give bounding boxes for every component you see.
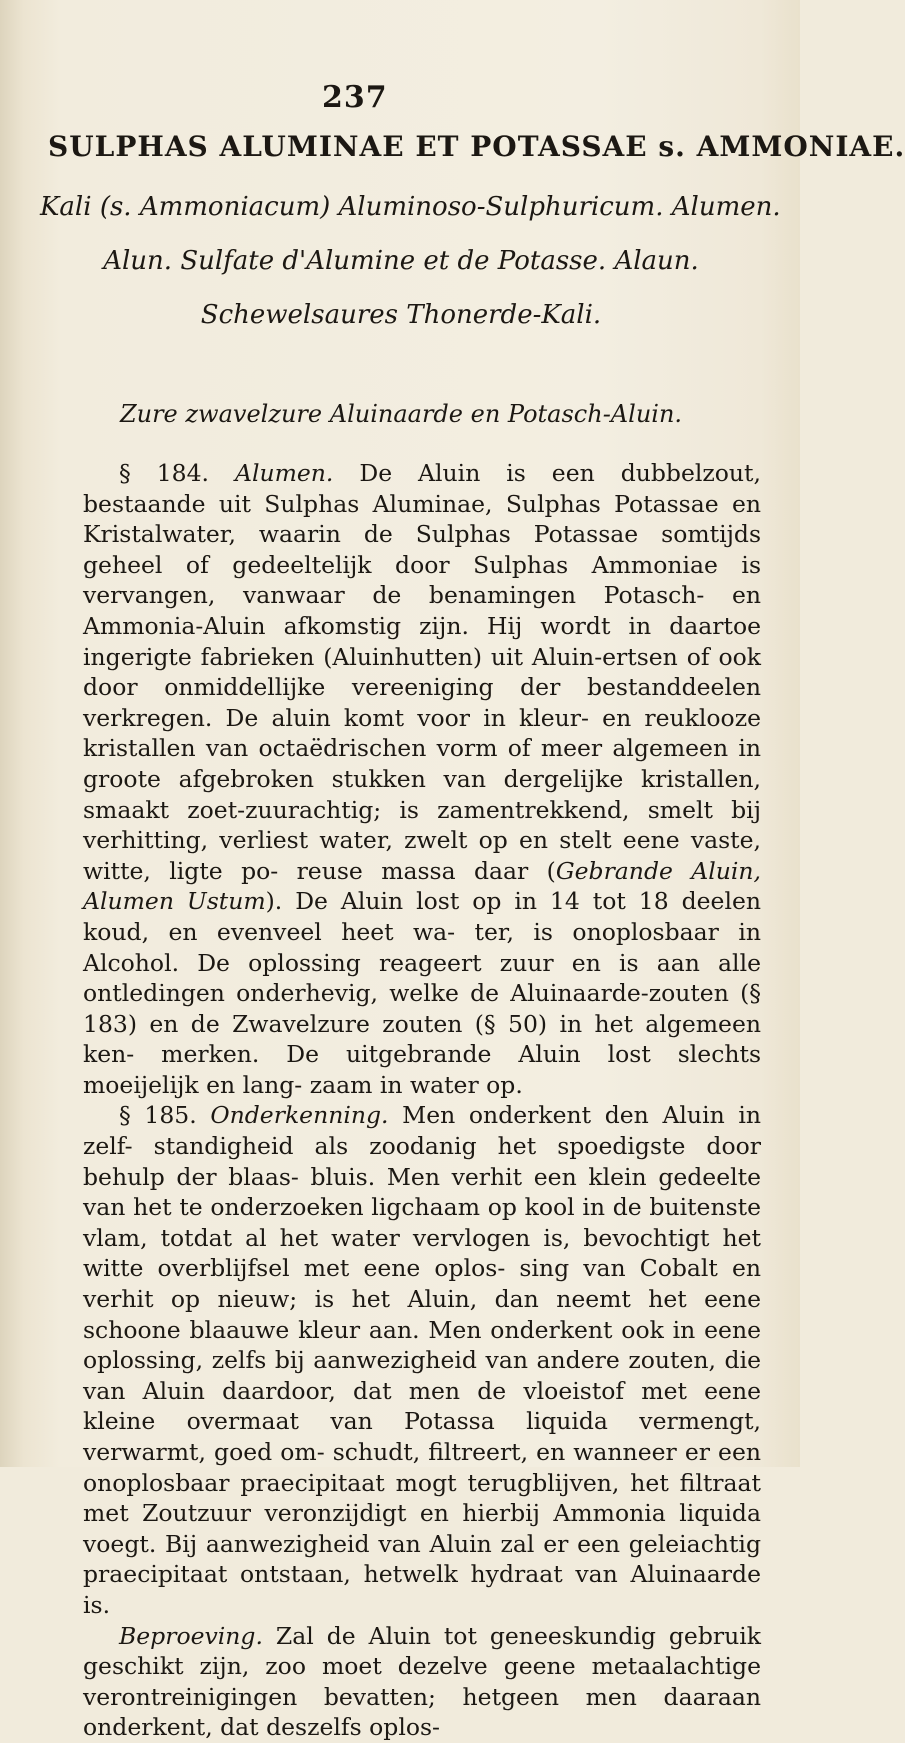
section-text: Zal de Aluin tot geneeskundig gebruik geschikt zijn, zoo moet dezelve geene metaalachtige verontreinigingen bevatten; hetgeen men daaraan onderkent, dat deszelfs oplos-: [83, 1621, 761, 1742]
section-beproeving: [83, 1621, 761, 1743]
synonym-list: [40, 180, 781, 342]
section-text: Men onderkent den Aluin in zelf- standigheid als zoodanig het spoedigste door behulp der blaas- bluis. Men verhit een klein gedeelte van het te onderzoeken ligchaam op kool in de buitenste vlam, totdat al het water vervlogen is, bevochtigt het witte overblijfsel met eene oplos- sing van Cobalt en verhit op nieuw; is het Aluin, dan neemt het eene schoone blaauwe kleur aan. Men onderkent ook in eene oplossing, zelfs bij aanwezigheid van andere zouten, die van Aluin daardoor, dat men de vloeistof met eene kleine overmaat van Potassa liquida vermengt, verwarmt, goed om- schudt, filtreert, en wanneer er een onoplosbaar praecipitaat mogt terugblijven, het filtraat met Zoutzuur veronzijdigt en hierbij Ammonia liquida voegt. Bij aanwezigheid van Aluin zal er een geleiachtig praecipitaat ontstaan, hetwelk hydraat van Aluinaarde is.: [83, 1101, 762, 1619]
page-title: SULPHAS ALUMINAE ET POTASSAE s. AMMONIAE.: [48, 130, 905, 163]
synonym-line: Schewelsaures Thonerde-Kali.: [200, 300, 602, 330]
dutch-name: Zure zwavelzure Aluinaarde en Potasch-Aluin.: [119, 400, 683, 428]
section-text: De Aluin is een dubbelzout, bestaande uit Sulphas Aluminae, Sulphas Potassae en Kristalwater, waarin de Sulphas Potassae somtijds geheel of gedeeltelijk door Sulphas Ammoniae is vervangen, vanwaar de benamingen Potasch- en Ammonia-Aluin afkomstig zijn. Hij wordt in daartoe ingerigte fabrieken (Aluinhutten) uit Aluin-ertsen of ook door onmiddellijke vereeniging der bestanddeelen verkregen. De aluin komt voor in kleur- en reuklooze kristallen van octaëdrischen vorm of meer algemeen in groote afgebroken stukken van dergelijke kristallen, smaakt zoet-zuurachtig; is zamentrekkend, smelt bij verhitting, verliest water, zwelt op en stelt eene vaste, witte, ligte po- reuse massa daar (: [83, 459, 761, 885]
section-heading: Onderkenning.: [210, 1101, 389, 1130]
section-heading: Beproeving.: [119, 1621, 263, 1650]
page-number: 237: [322, 80, 388, 115]
body-text: [83, 458, 761, 1743]
section-heading: Alumen.: [234, 459, 334, 487]
section-text-continued: ). De Aluin lost op in 14 tot 18 deelen koud, en evenveel heet wa- ter, is onoplosbaar in Alcohol. De oplossing reageert zuur en is aan alle ontledingen onderhevig, welke de Aluinaarde-zouten (§ 183) en de Zwavelzure zouten (§ 50) in het algemeen ken- merken. De uitgebrande Aluin lost slechts moeijelijk en lang- zaam in water op.: [83, 887, 761, 1099]
section-184: [83, 458, 761, 1100]
section-185: [83, 1100, 761, 1620]
section-label: § 184.: [119, 459, 210, 487]
synonym-line: Kali (s. Ammoniacum) Aluminoso-Sulphuricum. Alumen.: [40, 192, 781, 222]
synonym-line: Alun. Sulfate d'Alumine et de Potasse. Alaun.: [103, 246, 699, 276]
section-label: § 185.: [119, 1101, 197, 1130]
section-term: Gebrande Aluin, Alumen Ustum: [83, 856, 762, 916]
